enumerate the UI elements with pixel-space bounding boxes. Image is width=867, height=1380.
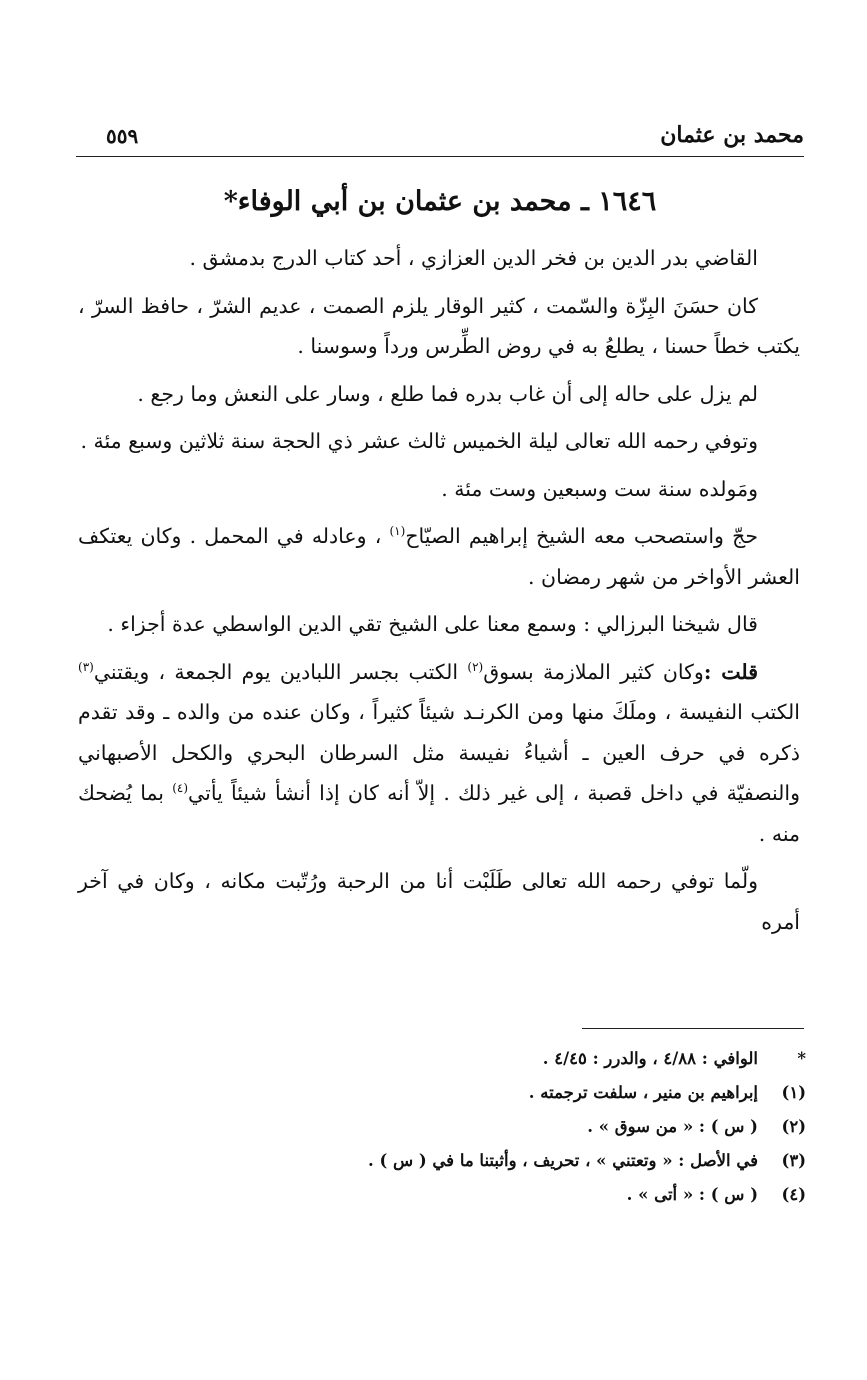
paragraph: قال شيخنا البرزالي : وسمع معنا على الشيخ تقي الدين الواسطي عدة أجزاء . (107, 612, 758, 636)
paragraph-text: حجّ واستصحب معه الشيخ إبراهيم الصيّاح (405, 524, 758, 548)
paragraph-text: وكان كثير الملازمة بسوق (483, 659, 704, 684)
footnote-reference: (٣) (78, 659, 94, 674)
body-text (78, 238, 800, 949)
paragraph-text: بما يُضحك منه . (78, 781, 800, 846)
footnote (150, 1178, 806, 1212)
footnote-rule (582, 1028, 804, 1029)
footnote-text: في الأصل : « وتعتني » ، تحريف ، وأثبتنا ما في ( س ) . (367, 1151, 758, 1170)
page-number: ٥٥٩ (106, 124, 139, 148)
paragraph: كان حسَنَ البِزّة والسّمت ، كثير الوقار يلزم الصمت ، عديم الشرّ ، حافظ السرّ ، يكتب خطاً حسنا ، يطلعُ به في روض الطِّرس ورداً وسوسنا . (78, 293, 800, 358)
footnote (150, 1042, 806, 1076)
paragraph: لم يزل على حاله إلى أن غاب بدره فما طلع ، وسار على النعش وما رجع . (137, 381, 758, 406)
footnote-marker: (٤) (781, 1185, 806, 1204)
paragraph: ولّما توفي رحمه الله تعالى طَلَبْت أنا من الرحبة ورُتّبت مكانه ، وكان في آخر أمره (78, 869, 800, 934)
footnote-reference: (٢) (467, 659, 484, 674)
page-header (76, 118, 804, 154)
footnote-reference: (١) (389, 524, 406, 539)
paragraph (78, 516, 800, 597)
footnote (150, 1144, 806, 1178)
paragraph-text: ، وعادله في المحمل . وكان يعتكف العشر الأواخر من شهر رمضان . (78, 524, 800, 589)
header-rule (76, 156, 804, 157)
footnote-text: ( س ) : « أتى » . (626, 1185, 758, 1204)
footnote (150, 1076, 806, 1110)
footnote-text: ( س ) : « من سوق » . (587, 1117, 758, 1136)
footnote-marker: * (797, 1049, 806, 1068)
entry-title: ١٦٤٦ ـ محمد بن عثمان بن أبي الوفاء* (223, 186, 657, 217)
footnote-text: إبراهيم بن منير ، سلفت ترجمته . (528, 1083, 758, 1102)
footnote-marker: (٣) (781, 1151, 806, 1170)
paragraph: القاضي بدر الدين بن فخر الدين العزازي ، أحد كتاب الدرج بدمشق . (189, 246, 758, 270)
footnote-marker: (١) (781, 1083, 806, 1102)
footnote-text: الوافي : ٤/٨٨ ، والدرر : ٤/٤٥ . (542, 1049, 758, 1068)
footnote-marker: (٢) (781, 1117, 806, 1136)
footnotes (150, 1042, 806, 1212)
paragraph: ومَولده سنة ست وسبعين وست مئة . (441, 476, 758, 501)
paragraph: وتوفي رحمه الله تعالى ليلة الخميس ثالث عشر ذي الحجة سنة ثلاثين وسبع مئة . (80, 429, 758, 453)
paragraph (78, 652, 800, 855)
paragraph-text: الكتب بجسر اللبادين يوم الجمعة ، ويقتني (93, 659, 468, 684)
running-title: محمد بن عثمان (660, 122, 804, 148)
paragraph-text: الكتب النفيسة ، وملَكَ منها ومن الكرنـد شيئاً كثيراً ، وكان عنده من والده ـ وقد تقدم ذكره في حرف العين ـ أشياءُ نفيسة مثل السرطان البحري والكحل الأصبهاني والنصفيّة في داخل قصبة ، إلى غير ذلك . إلاّ أنه كان إذا أنشأ شيئاً يأتي (78, 700, 800, 805)
author-note-lead: قلت : (703, 659, 759, 684)
footnote (150, 1110, 806, 1144)
footnote-reference: (٤) (172, 781, 189, 796)
